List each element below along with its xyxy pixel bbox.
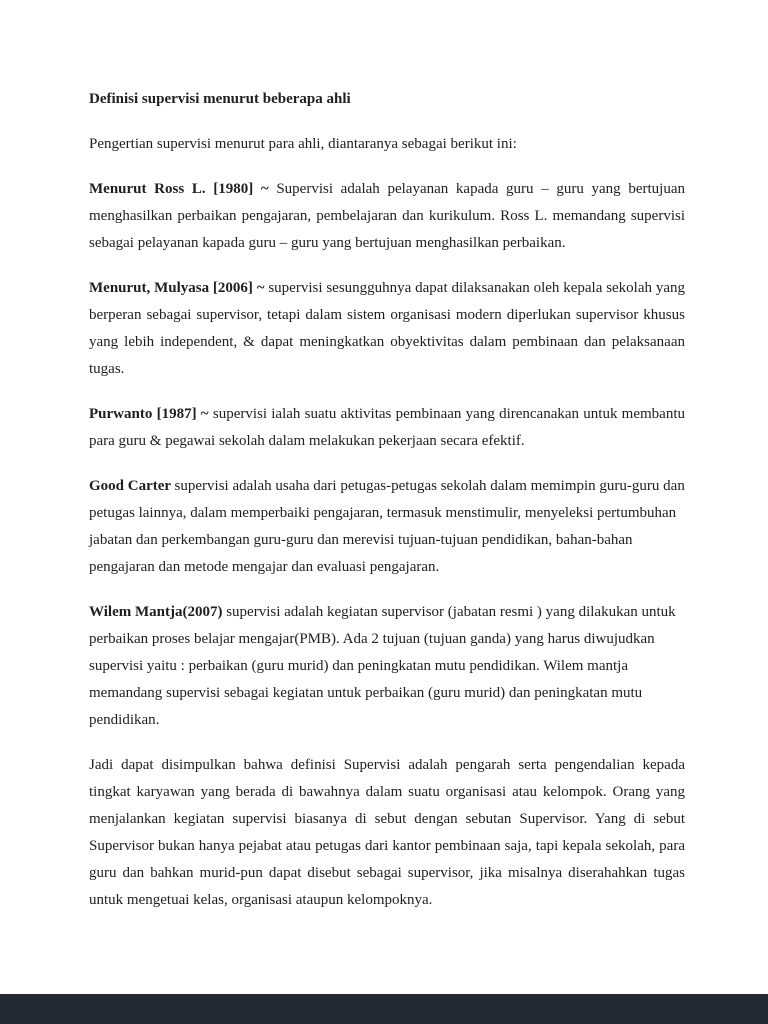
viewer-bottom-bar	[0, 994, 768, 1024]
intro-paragraph: Pengertian supervisi menurut para ahli, diantaranya sebagai berikut ini:	[89, 136, 517, 152]
paragraph: Purwanto [1987] ~ supervisi ialah suatu aktivitas pembinaan yang direncanakan untuk membantu para guru & pegawai sekolah dalam melakukan pekerjaan secara efektif.	[89, 406, 686, 449]
paragraph: Good Carter supervisi adalah usaha dari petugas-petugas sekolah dalam memimpin guru-guru dan petugas lainnya, dalam memperbaiki pengajaran, termasuk menstimulir, menyeleksi pertumbuhan jabatan dan perkembangan guru-guru dan merevisi tujuan-tujuan pendidikan, bahan-bahan pengajaran dan metode mengajar dan evaluasi pengajaran.	[89, 478, 685, 575]
paragraph-lead: Good Carter	[89, 478, 175, 494]
document-title: Definisi supervisi menurut beberapa ahli	[89, 91, 351, 107]
paragraph-lead: Menurut, Mulyasa [2006] ~	[89, 280, 269, 296]
paragraph-lead: Purwanto [1987] ~	[89, 406, 213, 422]
paragraph: Menurut Ross L. [1980] ~ Supervisi adalah pelayanan kapada guru – guru yang bertujuan menghasilkan perbaikan pengajaran, pembelajaran dan kurikulum. Ross L. memandang supervisi sebagai pelayanan kapada guru – guru yang bertujuan menghasilkan perbaikan.	[89, 181, 685, 251]
paragraph-lead: Wilem Mantja(2007)	[89, 604, 227, 620]
paragraph-list	[89, 176, 685, 914]
paragraph: Wilem Mantja(2007) supervisi adalah kegiatan supervisor (jabatan resmi ) yang dilakukan untuk perbaikan proses belajar mengajar(PMB). Ada 2 tujuan (tujuan ganda) yang harus diwujudkan supervisi yaitu : perbaikan (guru murid) dan peningkatan mutu pendidikan. Wilem mantja memandang supervisi sebagai kegiatan untuk perbaikan (guru murid) dan peningkatan mutu pendidikan.	[89, 604, 676, 728]
paragraph: Menurut, Mulyasa [2006] ~ supervisi sesungguhnya dapat dilaksanakan oleh kepala sekolah yang berperan sebagai supervisor, tetapi dalam sistem organisasi modern diperlukan supervisor khusus yang lebih independent, & dapat meningkatkan obyektivitas dalam pembinaan dan pelaksanaan tugas.	[89, 280, 685, 377]
paragraph-lead: Menurut Ross L. [1980] ~	[89, 181, 277, 197]
paragraph: Jadi dapat disimpulkan bahwa definisi Supervisi adalah pengarah serta pengendalian kepada tingkat karyawan yang berada di bawahnya dalam suatu organisasi atau kelompok. Orang yang menjalankan kegiatan supervisi biasanya di sebut dengan sebutan Supervisor. Yang di sebut Supervisor bukan hanya pejabat atau petugas dari kantor pembinaan saja, tapi kepala sekolah, para guru dan bahkan murid-pun dapat disebut sebagai supervisor, jika misalnya diserahahkan tugas untuk mengetuai kelas, organisasi ataupun kelompoknya.	[89, 757, 685, 908]
